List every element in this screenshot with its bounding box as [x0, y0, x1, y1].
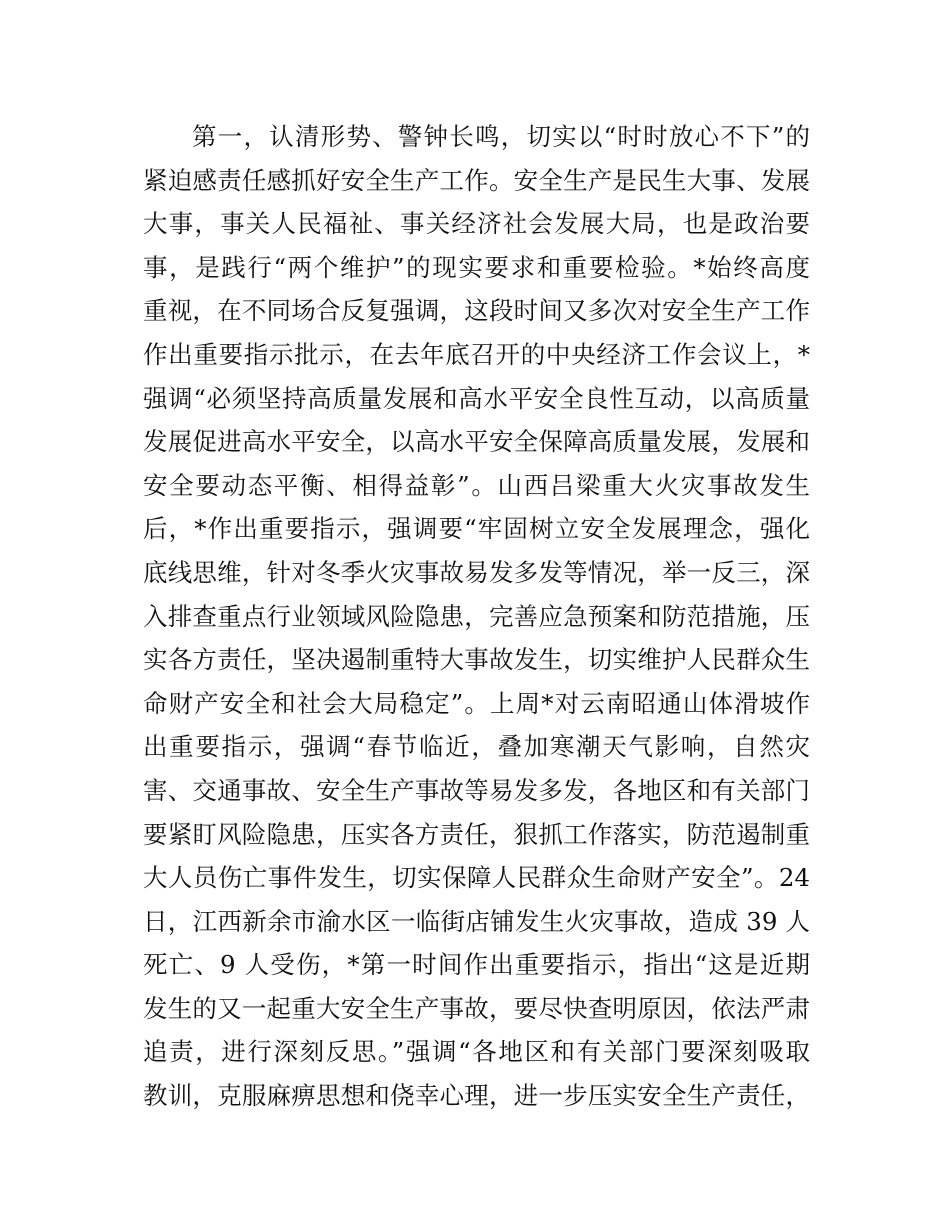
text-line: 强调“必须坚持高质量发展和高水平安全良性互动，以高质量	[143, 383, 810, 413]
text-line: 紧迫感责任感抓好安全生产工作。安全生产是民生大事、发展	[143, 165, 810, 195]
text-line: 教训，克服麻痹思想和侥幸心理，进一步压实安全生产责任，	[143, 1081, 810, 1111]
text-line: 重视，在不同场合反复强调，这段时间又多次对安全生产工作	[143, 296, 810, 326]
text-line: 入排查重点行业领域风险隐患，完善应急预案和防范措施，压	[143, 601, 810, 631]
text-line: 底线思维，针对冬季火灾事故易发多发等情况，举一反三，深	[143, 557, 810, 587]
text-line: 实各方责任，坚决遏制重特大事故发生，切实维护人民群众生	[143, 645, 810, 675]
text-line: 后，*作出重要指示，强调要“牢固树立安全发展理念，强化	[143, 514, 810, 544]
text-line: 作出重要指示批示，在去年底召开的中央经济工作会议上，*	[143, 339, 810, 369]
body-paragraph	[143, 115, 810, 1118]
text-line: 命财产安全和社会大局稳定”。上周*对云南昭通山体滑坡作	[143, 688, 810, 718]
text-line: 害、交通事故、安全生产事故等易发多发，各地区和有关部门	[143, 775, 810, 805]
text-line: 死亡、9 人受伤，*第一时间作出重要指示，指出“这是近期	[143, 950, 810, 980]
text-line: 第一，认清形势、警钟长鸣，切实以“时时放心不下”的	[192, 122, 810, 151]
text-line: 追责，进行深刻反思。”强调“各地区和有关部门要深刻吸取	[143, 1037, 810, 1067]
text-line: 大人员伤亡事件发生，切实保障人民群众生命财产安全”。24	[143, 863, 810, 893]
text-line: 事，是践行“两个维护”的现实要求和重要检验。*始终高度	[143, 252, 810, 282]
text-line: 大事，事关人民福祉、事关经济社会发展大局，也是政治要	[143, 209, 810, 239]
text-line: 要紧盯风险隐患，压实各方责任，狠抓工作落实，防范遏制重	[143, 819, 810, 849]
text-line: 发生的又一起重大安全生产事故，要尽快查明原因，依法严肃	[143, 993, 810, 1023]
text-line: 日，江西新余市渝水区一临街店铺发生火灾事故，造成 39 人	[143, 906, 810, 936]
text-line: 出重要指示，强调“春节临近，叠加寒潮天气影响，自然灾	[143, 732, 810, 762]
text-line: 安全要动态平衡、相得益彰”。山西吕梁重大火灾事故发生	[143, 470, 810, 500]
text-line: 发展促进高水平安全，以高水平安全保障高质量发展，发展和	[143, 427, 810, 457]
